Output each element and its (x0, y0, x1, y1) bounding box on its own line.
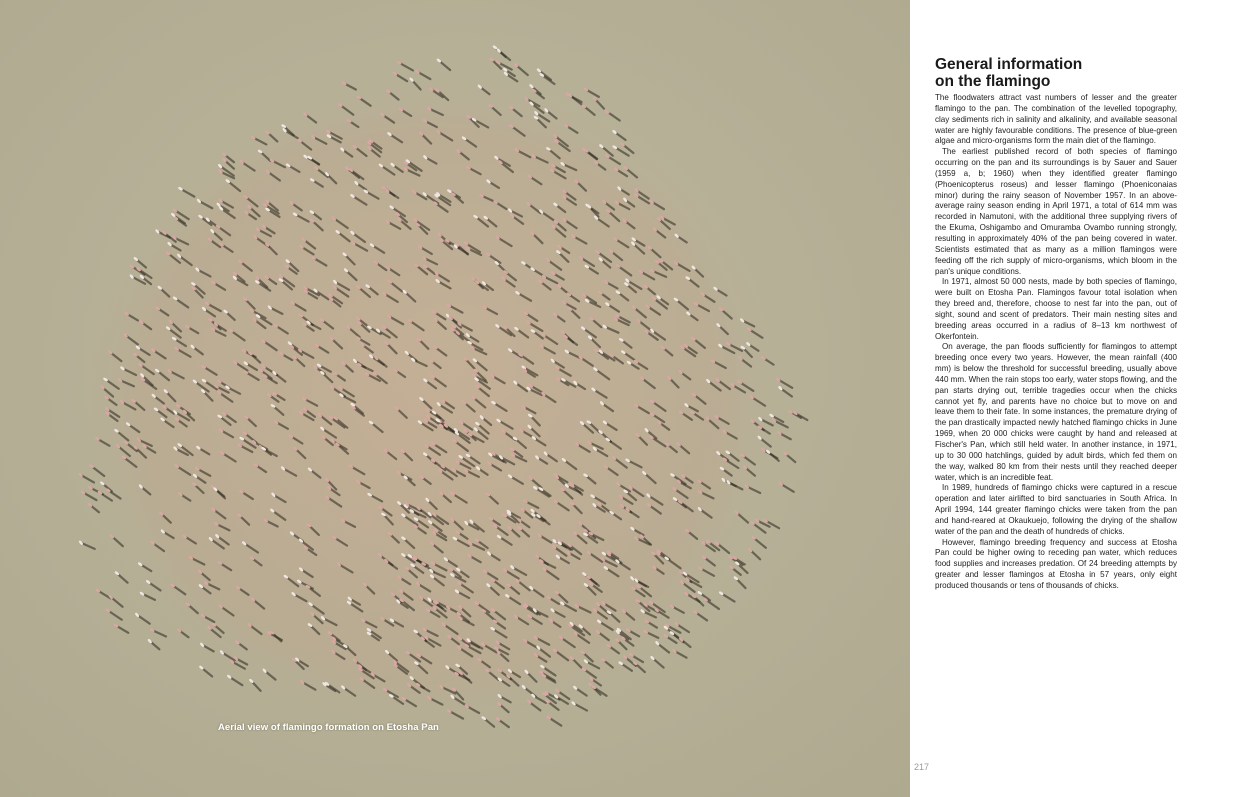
paragraph-6: However, flamingo breeding frequency and success at Etosha Pan could be higher owing to receding pan water, which reduces food supplies and increases predation. Of 24 breeding attempts by greater and lesser flamingos at Etosha in 57 years, only eight produced thousands or tens of thousands of chicks. (935, 537, 1177, 590)
article-body (935, 93, 1177, 592)
heading-line-2: on the flamingo (935, 73, 1051, 90)
article-heading (935, 56, 1177, 90)
heading-line-1: General information (935, 56, 1083, 73)
page-number: 217 (914, 762, 930, 772)
photo-caption: Aerial view of flamingo formation on Etosha Pan (218, 722, 439, 733)
paragraph-1: The floodwaters attract vast numbers of lesser and the greater flamingo to the pan. The combination of the levelled topography, clay sediments rich in salinity and alkalinity, and available seasonal water are highly favourable conditions. The presence of blue-green algae and micro-organisms form the main diet of the flamingo. (935, 93, 1177, 146)
paragraph-2: The earliest published record of both species of flamingo occurring on the pan and its surroundings is by Sauer and Sauer (1959 a, b; 1960) when they identified greater flamingo (Phoenicopterus roseus) and lesser flamingo (Phoeniconaias minor) during the rainy season of November 1957. In an above-average rainy season ending in April 1971, a total of 614 mm was recorded in Namutoni, with the additional three supplying rivers of the Ekuma, Oshigambo and Omuramba Ovambo running strongly, resulting in approximately 40% of the pan being covered in water. Scientists estimated that as many as a million flamingos were feeding off the rich supply of micro-organisms, which bloom in the pan's unique conditions. (935, 147, 1177, 276)
article-column (935, 56, 1177, 592)
paragraph-5: In 1989, hundreds of flamingo chicks were captured in a rescue operation and later airlifted to bird sanctuaries in South Africa. In April 1994, 144 greater flamingo chicks were taken from the pan and hand-reared at Okaukuejo, following the drying of the shallow water of the pan and the death of hundreds of chicks. (935, 483, 1177, 536)
paragraph-3: In 1971, almost 50 000 nests, made by both species of flamingo, were built on Etosha Pan. Flamingos favour total isolation when they breed and, therefore, choose to nest far into the pan, out of sight, sound and scent of predators. Their main nesting sites and breeding areas occurred in a radius of 8–13 km northwest of Okerfontein. (935, 277, 1177, 341)
paragraph-4: On average, the pan floods sufficiently for flamingos to attempt breeding once every two years. However, the mean rainfall (400 mm) is below the threshold for successful breeding, usually above 440 mm. When the rain stops too early, water stops flowing, and the pan starts drying out, terrible tragedies occur when the chicks cannot yet fly, and parents have no choice but to move on and leave them to their fate. In some instances, the premature drying of the pan drastically impacted newly hatched flamingo chicks in June 1969, when 20 000 chicks were caught by hand and released at Fischer's Pan, which still held water. In another instance, in 1971, up to 30 000 hatchlings, guided by adult birds, which fed them on the way, walked 80 km from their nests until they reached deeper water, which is an incredible feat. (935, 342, 1177, 482)
